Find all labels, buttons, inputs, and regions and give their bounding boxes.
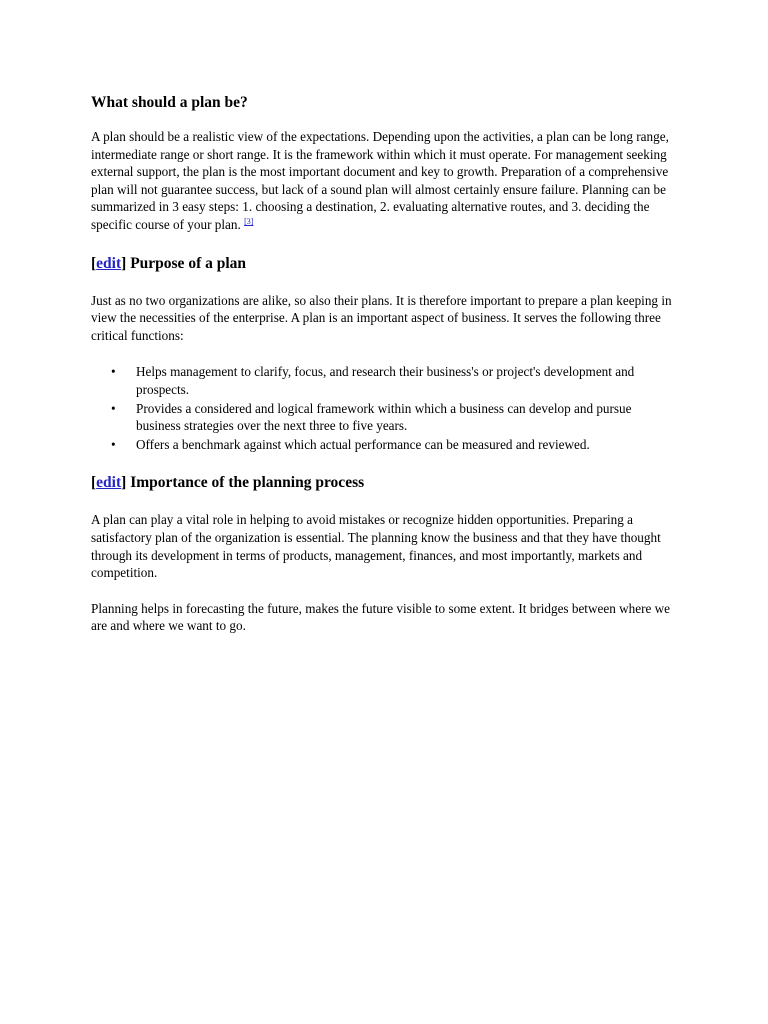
bracket-close: ] (121, 474, 127, 492)
list-item (111, 363, 679, 398)
section-heading-purpose-of-a-plan (91, 253, 679, 275)
bullet-icon: • (111, 436, 116, 452)
functions-list (91, 363, 679, 453)
section-title: Importance of the planning process (130, 474, 365, 492)
paragraph-text: A plan should be a realistic view of the expectations. Depending upon the activities, a plan can be long range, intermediate range or short range. It is the framework within which it must operate. For management seeking external support, the plan is the most important document and key to growth. Preparation of a comprehensive plan will not guarantee success, but lack of a sound plan will almost certainly ensure failure. Planning can be summarized in 3 easy steps: 1. choosing a destination, 2. evaluating alternative routes, and 3. deciding the specific course of your plan. (91, 129, 669, 232)
bracket-close: ] (121, 254, 127, 272)
list-item-text: Offers a benchmark against which actual performance can be measured and reviewed. (136, 436, 590, 452)
list-item-text: Helps management to clarify, focus, and research their business's or project's development and prospects. (136, 364, 635, 397)
section-heading-importance-of-planning (91, 472, 679, 494)
list-item (111, 400, 679, 435)
document-body (91, 92, 679, 635)
paragraph-importance: A plan can play a vital role in helping to avoid mistakes or recognize hidden opportunities. Preparing a satisfactory plan of the organization is essential. The planning know the business and that they have thought through its development in terms of products, management, finances, and most importantly, markets and competition. (91, 512, 661, 581)
bracket-open: [ (91, 474, 97, 492)
paragraph-plan-definition (91, 128, 679, 234)
paragraph-forecasting: Planning helps in forecasting the future, makes the future visible to some extent. It bridges between where we are and where we want to go. (91, 600, 670, 634)
citation-link[interactable]: [3] (244, 216, 254, 226)
edit-link-purpose[interactable]: edit (96, 254, 122, 272)
section-title: Purpose of a plan (130, 254, 247, 272)
list-item-text: Provides a considered and logical framework within which a business can develop and pursue business strategies over the next three to five years. (136, 400, 632, 434)
paragraph-purpose: Just as no two organizations are alike, so also their plans. It is therefore important to prepare a plan keeping in view the necessities of the enterprise. A plan is an important aspect of business. It serves the following three critical functions: (91, 292, 672, 343)
edit-link-importance[interactable]: edit (96, 474, 122, 492)
bracket-open: [ (91, 254, 97, 272)
bullet-icon: • (111, 364, 116, 380)
list-item (111, 436, 679, 454)
section-heading-what-should-a-plan-be: What should a plan be? (91, 94, 248, 111)
bullet-icon: • (111, 400, 116, 416)
